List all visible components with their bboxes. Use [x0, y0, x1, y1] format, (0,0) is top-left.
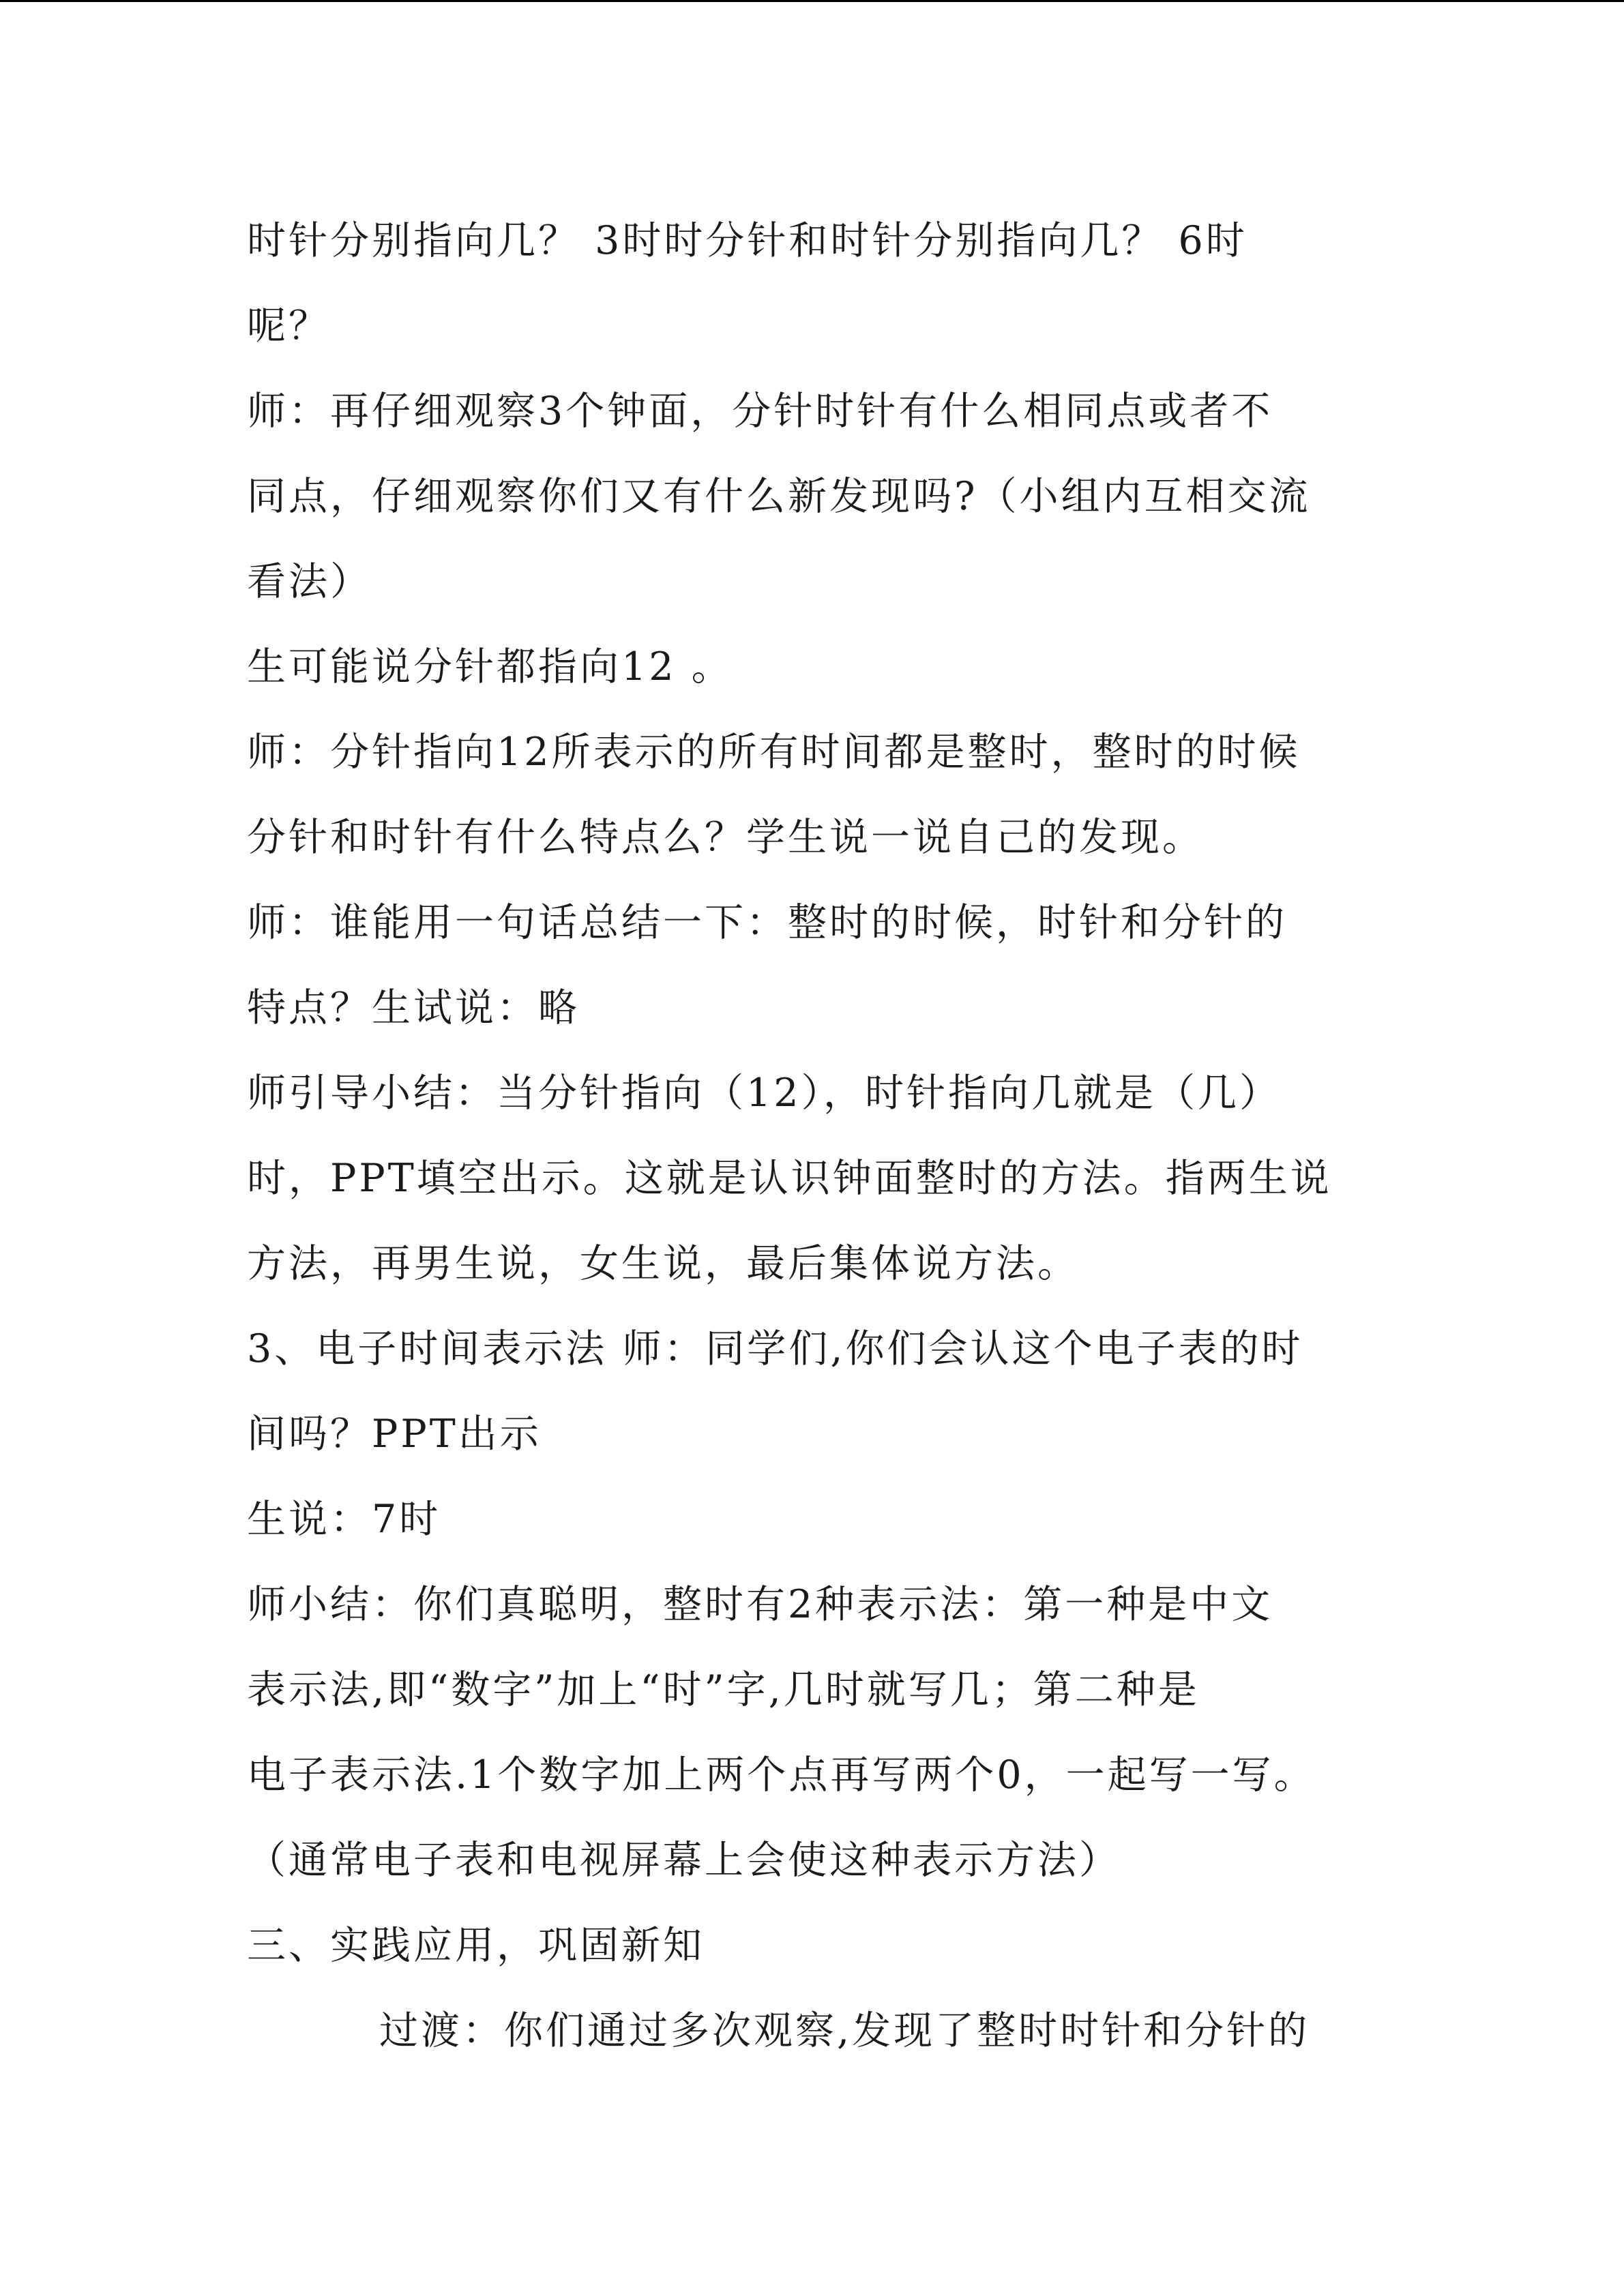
text-line: 过渡：你们通过多次观察,发现了整时时针和分针的 [379, 2008, 1310, 2053]
text-line: 分针和时针有什么特点么？学生说一说自己的发现。 [247, 815, 1204, 860]
text-line: 表示法,即“数字”加上“时”字,几时就写几；第二种是 [247, 1667, 1200, 1712]
text-line: 电子表示法.1个数字加上两个点再写两个0，一起写一写。 [247, 1753, 1316, 1798]
text-line: 时针分别指向几？ 3时时分针和时针分别指向几？ 6时 [247, 218, 1247, 263]
text-line: 3、电子时间表示法 师：同学们,你们会认这个电子表的时 [247, 1326, 1303, 1371]
text-line: （通常电子表和电视屏幕上会使这种表示方法） [247, 1838, 1121, 1883]
text-line: 间吗？PPT出示 [247, 1412, 542, 1457]
section-heading: 三、实践应用，巩固新知 [247, 1923, 705, 1968]
text-line: 特点？生试说：略 [247, 985, 580, 1030]
text-line: 师小结：你们真聪明，整时有2种表示法：第一种是中文 [247, 1582, 1273, 1627]
text-line: 师：再仔细观察3个钟面，分针时针有什么相同点或者不 [247, 389, 1273, 434]
text-line: 师：谁能用一句话总结一下：整时的时候，时针和分针的 [247, 900, 1287, 945]
text-line: 呢？ [247, 303, 330, 348]
text-line: 时，PPT填空出示。这就是认识钟面整时的方法。指两生说 [247, 1156, 1332, 1201]
text-line: 师引导小结：当分针指向（12），时针指向几就是（几） [247, 1071, 1282, 1116]
text-line: 生可能说分针都指向12 。 [247, 644, 733, 689]
text-line: 师：分针指向12所表示的所有时间都是整时，整时的时候 [247, 730, 1301, 775]
text-line: 同点，仔细观察你们又有什么新发现吗?（小组内互相交流 [247, 474, 1311, 519]
text-line: 方法，再男生说，女生说，最后集体说方法。 [247, 1241, 1079, 1286]
text-line: 生说：7时 [247, 1497, 441, 1542]
text-line: 看法） [247, 559, 372, 604]
